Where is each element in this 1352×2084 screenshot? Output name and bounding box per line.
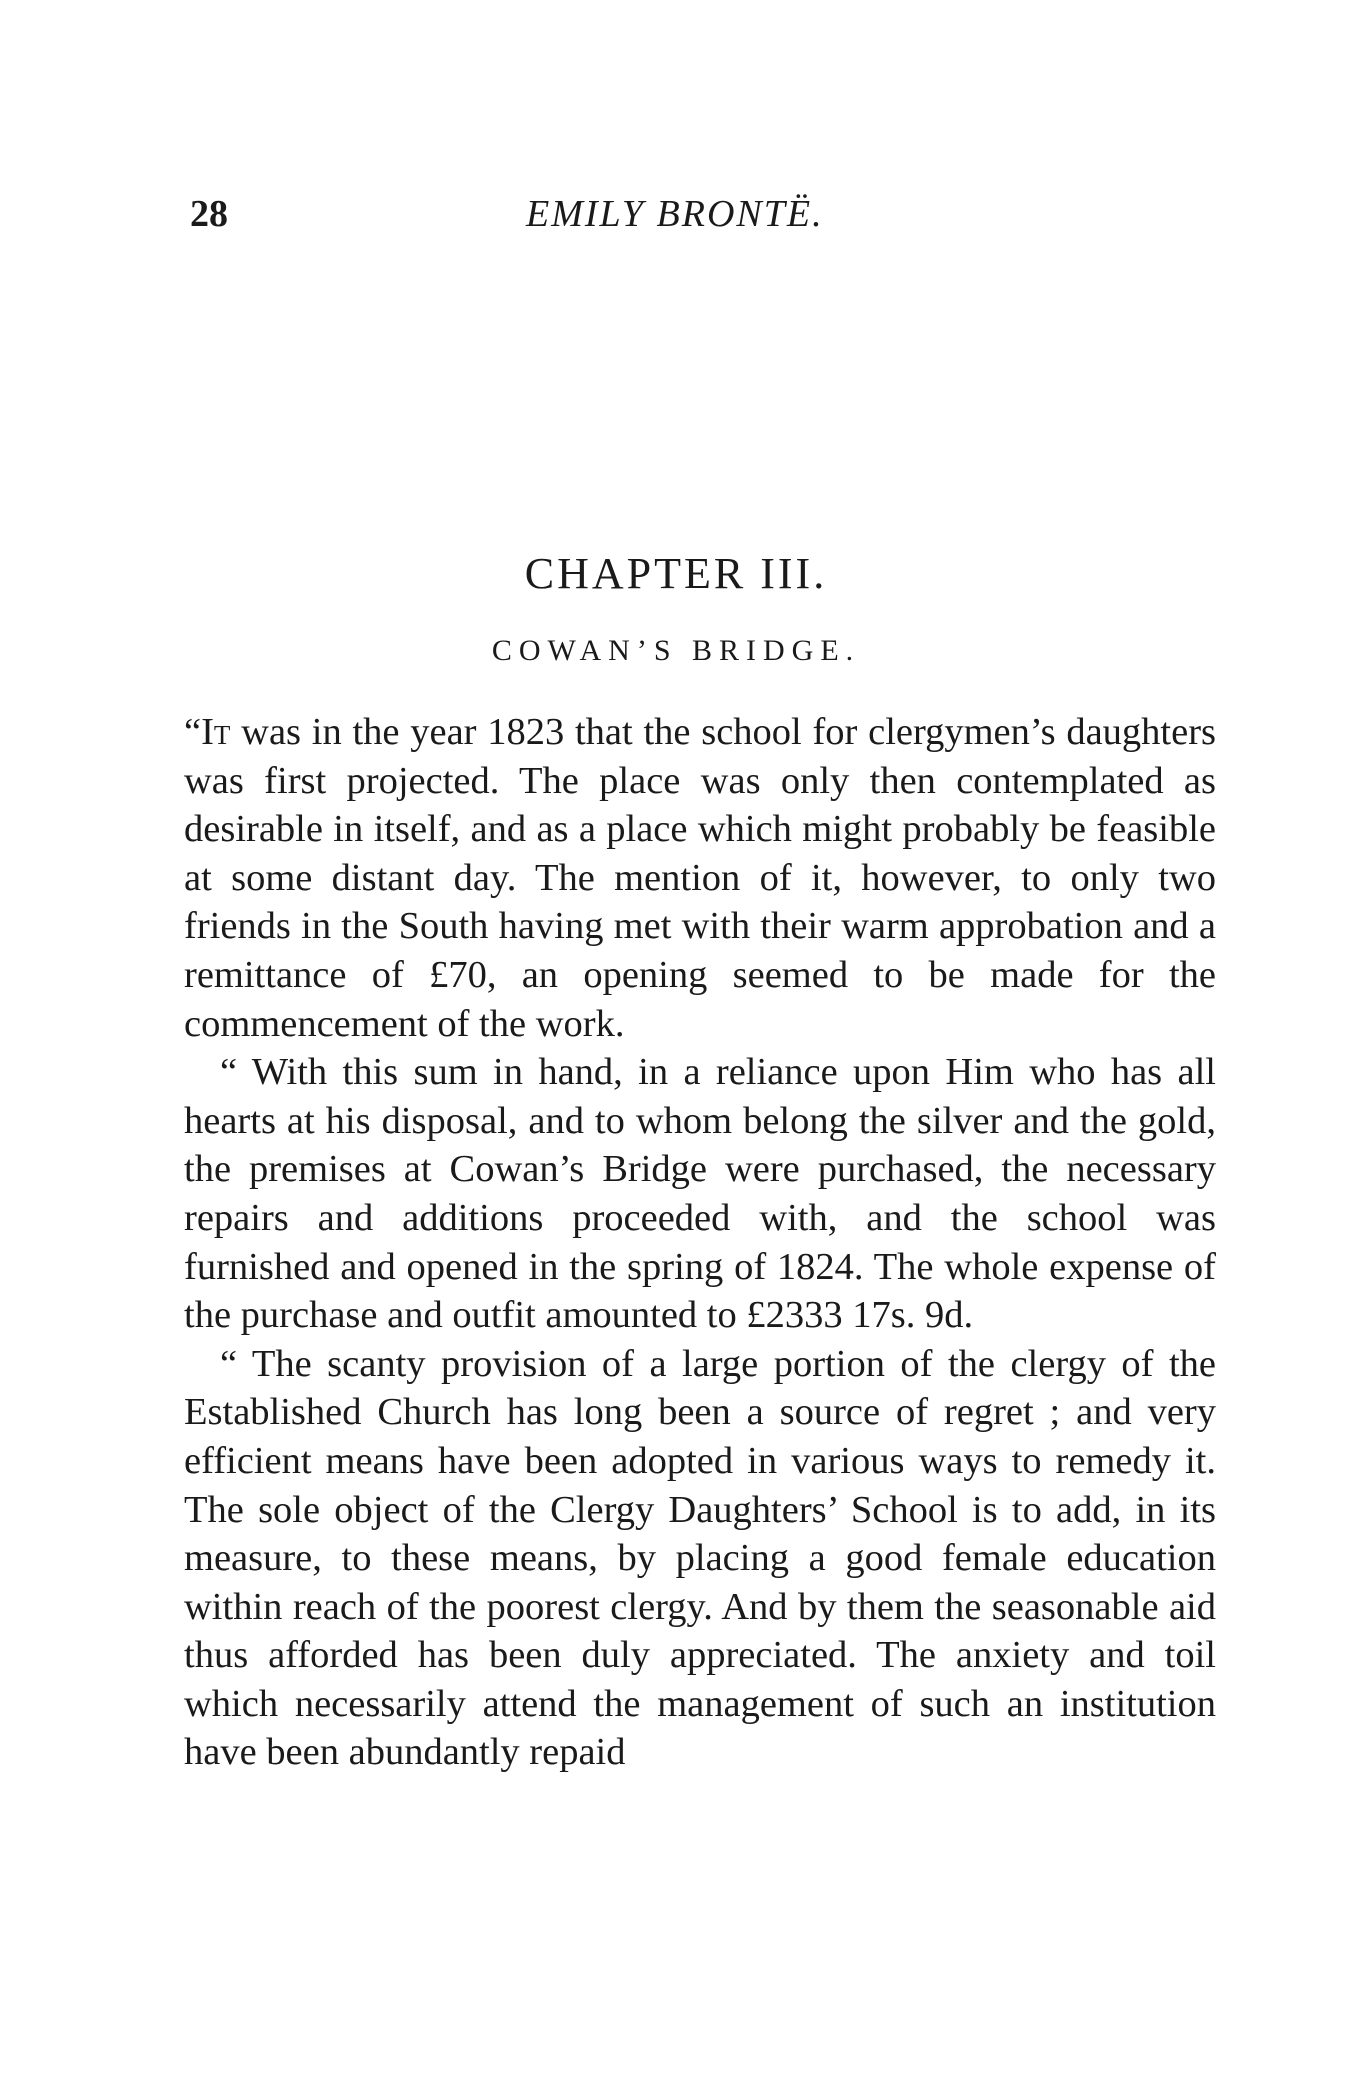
page-number: 28 <box>190 193 228 235</box>
paragraph-1-lead-word: It <box>201 711 231 753</box>
body-text <box>184 708 1216 1777</box>
paragraph-1-text: was in the year 1823 that the school for clergymen’s daughters was first projected. The place was only then contemplated as desirable in itself, and as a place which might probably be feasible at some distant day. The mention of it, however, to only two friends in the South having met with their warm approbation and a remittance of £70, an opening seemed to be made for the commencement of the work. <box>184 711 1216 1045</box>
paragraph-1 <box>184 708 1216 1048</box>
paragraph-2: “ With this sum in hand, in a reliance upon Him who has all hearts at his disposal, and to whom belong the silver and the gold, the premises at Cowan’s Bridge were purchased, the necessary repairs and additions proceeded with, and the school was furnished and opened in the spring of 1824. The whole expense of the purchase and outfit amounted to £2333 17s. 9d. <box>184 1051 1216 1337</box>
chapter-subtitle: COWAN’S BRIDGE. <box>491 634 861 667</box>
chapter-title: CHAPTER III. <box>524 549 828 598</box>
paragraph-1-lead-quote: “ <box>184 711 202 753</box>
running-head <box>190 192 1210 242</box>
running-title: EMILY BRONTË. <box>526 193 824 235</box>
paragraph-3: “ The scanty provision of a large portion of the clergy of the Established Church has long been a source of regret ; and very efficient means have been adopted in various ways to remedy it. The sole object of the Clergy Daughters’ School is to add, in its measure, to these means, by placing a good female education within reach of the poorest clergy. And by them the seasonable aid thus afforded has been duly appreciated. The anxiety and toil which necessarily attend the management of such an institution have been abundantly repaid <box>184 1342 1216 1774</box>
